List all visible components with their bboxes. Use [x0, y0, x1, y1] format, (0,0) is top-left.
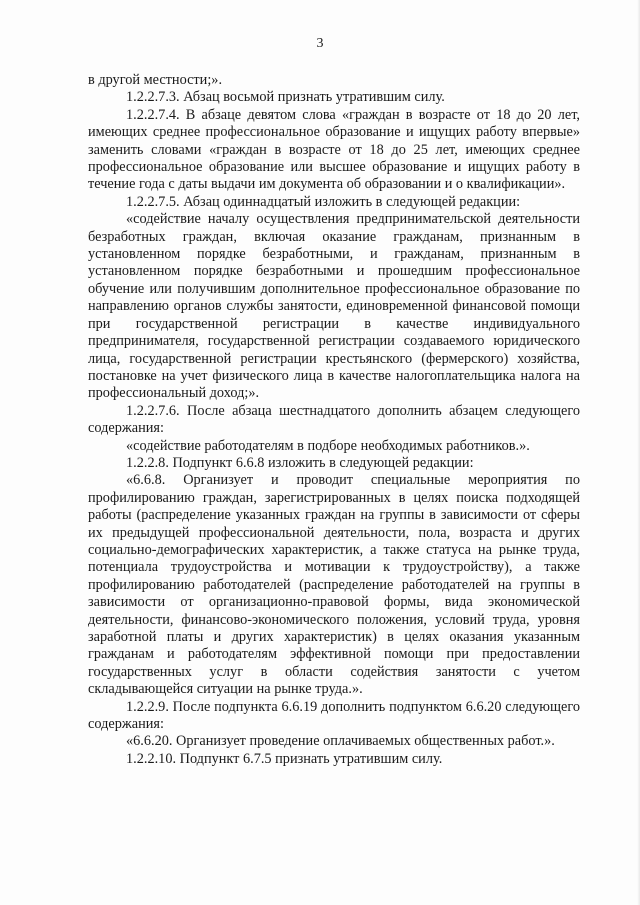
- paragraph: 1.2.2.7.5. Абзац одиннадцатый изложить в следующей редакции:: [126, 193, 521, 210]
- paragraph: 1.2.2.8. Подпункт 6.6.8 изложить в следующей редакции:: [126, 454, 474, 471]
- paragraph: 1.2.2.10. Подпункт 6.7.5 признать утратившим силу.: [126, 750, 443, 767]
- paragraph: «содействие началу осуществления предпринимательской деятельности безработных граждан, включая оказание гражданам, признанным в установленном порядке безработными, и гражданам, признанным в установленном порядке безработными и прошедшим профессиональное обучение или получившим дополнительное профессиональное образование по направлению органов службы занятости, единовременной финансовой помощи при государственной регистрации в качестве индивидуального предпринимателя, государственной регистрации создаваемого юридического лица, государственной регистрации крестьянского (фермерского) хозяйства, постановке на учет физического лица в качестве налогоплательщика налога на профессиональный доход;».: [88, 211, 580, 402]
- paragraph: 1.2.2.9. После подпункта 6.6.19 дополнить подпунктом 6.6.20 следующего содержания:: [88, 698, 580, 733]
- page-number: 3: [316, 36, 324, 51]
- paragraph: «6.6.8. Организует и проводит специальные мероприятия по профилированию граждан, зарегистрированных в целях поиска подходящей работы (распределение указанных граждан на группы в зависимости от сферы их предыдущей профессиональной деятельности, пола, возраста и других социально-демографических характеристик, а также статуса на рынке труда, потенциала трудоустройства и мотивации к трудоустройству), а также профилированию работодателей (распределение работодателей на группы в зависимости от организационно-правовой формы, вида экономической деятельности, финансово-экономического положения, условий труда, уровня заработной платы и других характеристик) в целях оказания указанным гражданам и работодателям эффективной помощи при предоставлении государственных услуг в области содействия занятости с учетом складывающейся ситуации на рынке труда.».: [88, 472, 580, 698]
- document-body: [88, 72, 580, 768]
- paragraph: 1.2.2.7.4. В абзаце девятом слова «граждан в возрасте от 18 до 20 лет, имеющих среднее профессиональное образование и ищущих работу впервые» заменить словами «граждан в возрасте от 18 до 25 лет, имеющих среднее профессиональное образование или высшее образование и ищущих работу в течение года с даты выдачи им документа об образовании и о квалификации».: [88, 106, 580, 193]
- paragraph: «содействие работодателям в подборе необходимых работников.».: [126, 437, 530, 454]
- paragraph: 1.2.2.7.6. После абзаца шестнадцатого дополнить абзацем следующего содержания:: [88, 402, 580, 437]
- paragraph: «6.6.20. Организует проведение оплачиваемых общественных работ.».: [126, 733, 555, 750]
- paragraph: 1.2.2.7.3. Абзац восьмой признать утратившим силу.: [126, 89, 445, 106]
- paragraph: в другой местности;».: [88, 72, 223, 88]
